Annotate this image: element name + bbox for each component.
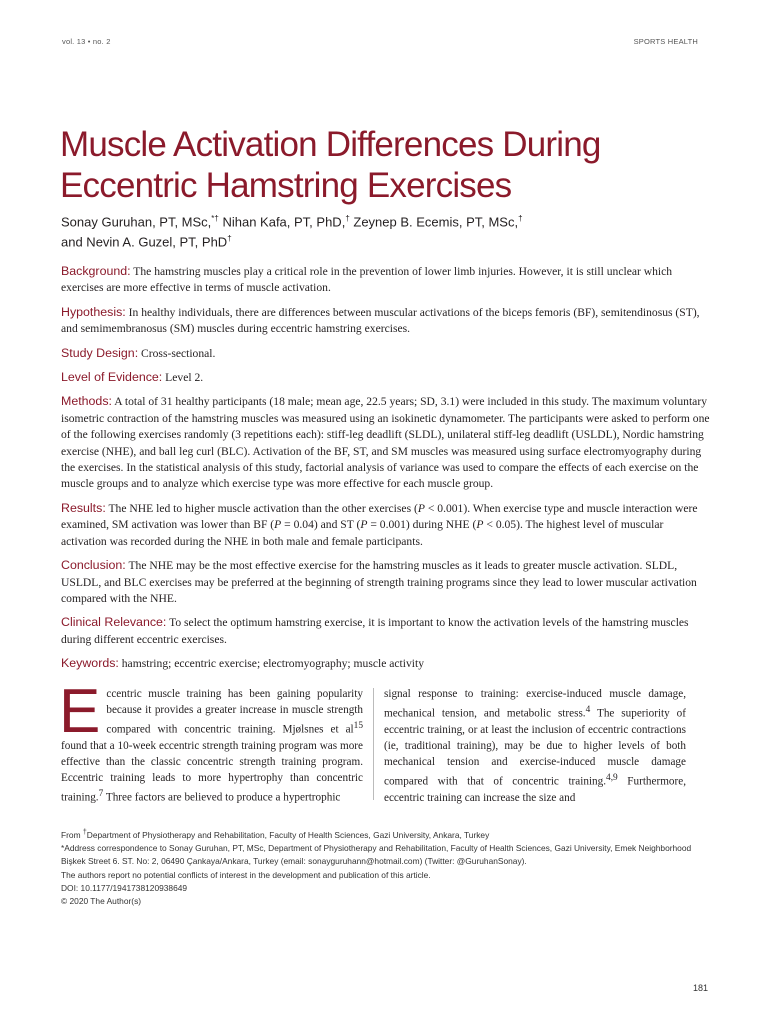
correspondence-note-line-2: Bişkek Street 6. ST. No: 2, 06490 Çankaya/Ankara, Turkey (email: sonayguruhann@hotmail.com) (Twitter: @GuruhanSonay). <box>61 856 527 867</box>
journal-issue: vol. 13 • no. 2 <box>62 37 111 46</box>
clinical-relevance-label: Clinical Relevance: <box>61 615 167 630</box>
conclusion-text: The NHE may be the most effective exercise for the hamstring muscles as it leads to greater muscle activation. SLDL, USLDL, and BLC exercises may be preferred at the beginning of strength training programs since they lead to lower muscular activation compared with the NHE. <box>61 559 697 605</box>
methods-text: A total of 31 healthy participants (18 male; mean age, 22.5 years; SD, 3.1) were included in this study. The maximum voluntary isometric contraction of the hamstring muscles was measured using an isokinetic dynamometer. The participants were asked to perform one of the following exercises randomly (3 repetitions each): stiff-leg deadlift (SLDL), unilateral stiff-leg deadlift (USLDL), Nordic hamstring exercise (NHE), and ball leg curl (BLC). Activation of the BF, ST, and SM muscles was measured using surface electromyography during the exercises. In the statistical analysis of this study, factorial analysis of variance was used to compare the effects of each exercise on the muscle groups and to analyze which exercise type was more effective for each muscle group. <box>61 395 710 491</box>
body-column-right <box>384 686 686 806</box>
author-1-affil: *† <box>211 214 219 223</box>
hypothesis-text: In healthy individuals, there are differences between muscular activations of the biceps femoris (BF), semitendinosus (ST), and semimembranosus (SM) muscles during eccentric hamstring exercises. <box>61 305 700 336</box>
affiliation-mark: † <box>82 829 87 836</box>
results-text-1: The NHE led to higher muscle activation than the other exercises ( <box>105 501 418 515</box>
abstract-study-design <box>61 345 711 362</box>
level-of-evidence-label: Level of Evidence: <box>61 370 163 385</box>
author-2: Nihan Kafa, PT, PhD, <box>218 214 346 230</box>
body-right-text-1: signal response to training: exercise-induced muscle damage, mechanical tension, and metabolic stress. <box>384 688 686 720</box>
results-text-4: = 0.001) during NHE ( <box>367 518 477 532</box>
affiliation-text: Department of Physiotherapy and Rehabilitation, Faculty of Health Sciences, Gazi University, Ankara, Turkey <box>86 829 490 840</box>
conclusion-label: Conclusion: <box>61 558 126 573</box>
results-text-3: = 0.04) and ST ( <box>281 518 361 532</box>
doi: DOI: 10.1177/1941738120938649 <box>61 882 188 893</box>
author-3: Zeynep B. Ecemis, PT, MSc, <box>349 214 519 230</box>
abstract-hypothesis <box>61 304 711 338</box>
abstract-level-of-evidence <box>61 369 711 386</box>
author-4-affil: † <box>227 234 232 244</box>
citation: 7 <box>98 789 104 800</box>
citation: 4,9 <box>606 773 618 784</box>
clinical-relevance-text: To select the optimum hamstring exercise, it is important to know the activation levels of the hamstring muscles during different eccentric exercises. <box>61 616 689 646</box>
page-number: 181 <box>692 983 708 993</box>
citation: 4 <box>585 705 591 716</box>
results-label: Results: <box>61 500 106 515</box>
body-left-text-2: found that a 10-week eccentric strength training program was more effective than the classic concentric strength training program. Eccentric training leads to more hypertrophy than concentric training. <box>61 740 363 805</box>
abstract-results <box>61 500 711 550</box>
affiliation-prefix: From <box>61 829 83 840</box>
p-symbol: P <box>476 518 484 532</box>
journal-name: SPORTS HEALTH <box>633 37 698 46</box>
author-list <box>61 210 721 251</box>
correspondence-note-line-1: *Address correspondence to Sonay Guruhan, PT, MSc, Department of Physiotherapy and Rehabilitation, Faculty of Health Sciences, Gazi University, Emek Neighborhood <box>61 843 692 854</box>
footnotes <box>61 826 721 909</box>
abstract-clinical-relevance <box>61 614 711 648</box>
results-text-2: < 0.001). When exercise type and muscle interaction were examined, SM activation was lower than BF ( <box>61 501 698 532</box>
background-label: Background: <box>61 264 131 278</box>
body-text <box>59 677 717 805</box>
hypothesis-label: Hypothesis: <box>61 304 126 319</box>
author-2-affil: † <box>345 214 350 223</box>
level-of-evidence-text: Level 2. <box>162 371 204 385</box>
body-right-text-3: Furthermore, eccentric training can increase the size and <box>384 775 686 805</box>
author-4: and Nevin A. Guzel, PT, PhD <box>61 234 228 250</box>
column-divider <box>373 688 374 800</box>
copyright: © 2020 The Author(s) <box>61 896 142 907</box>
methods-label: Methods: <box>61 394 112 409</box>
abstract <box>61 263 711 680</box>
body-right-text-2: The superiority of eccentric training, or at least the inclusion of eccentric contractions (ie, traditional training), may be due to higher levels of both mechanical tension and exercise-induced muscle damage compared with that of concentric training. <box>384 707 686 788</box>
study-design-text: Cross-sectional. <box>138 346 216 360</box>
conflicts-note: The authors report no potential conflicts of interest in the development and publication of this article. <box>61 869 431 880</box>
p-symbol: P <box>417 501 425 515</box>
p-symbol: P <box>274 518 282 532</box>
abstract-background <box>61 263 711 297</box>
author-1: Sonay Guruhan, PT, MSc, <box>61 214 212 230</box>
study-design-label: Study Design: <box>61 345 139 360</box>
abstract-keywords <box>61 655 711 672</box>
body-left-text-1: ccentric muscle training has been gaining popularity because it provides a greater increase in muscle strength compared with concentric training. Mjølsnes et al <box>106 688 363 736</box>
body-column-left <box>59 677 363 806</box>
drop-cap: E <box>59 677 101 746</box>
affiliation-note <box>61 826 721 842</box>
results-text-5: < 0.05). The highest level of muscular activation was recorded during the NHE in both male and female participants. <box>61 518 664 548</box>
p-symbol: P <box>360 518 368 532</box>
body-left-text-3: Three factors are believed to produce a hypertrophic <box>103 792 341 805</box>
keywords-label: Keywords: <box>61 656 119 671</box>
abstract-methods <box>61 393 711 492</box>
keywords-text: hamstring; eccentric exercise; electromyography; muscle activity <box>118 657 425 671</box>
abstract-conclusion <box>61 557 711 607</box>
article-title: Muscle Activation Differences During Eccentric Hamstring Exercises <box>60 125 601 205</box>
citation: 15 <box>353 721 363 732</box>
author-3-affil: † <box>518 214 523 223</box>
background-text: The hamstring muscles play a critical role in the prevention of lower limb injuries. However, it is still unclear which exercises are more effective in terms of muscle activation. <box>61 265 673 295</box>
